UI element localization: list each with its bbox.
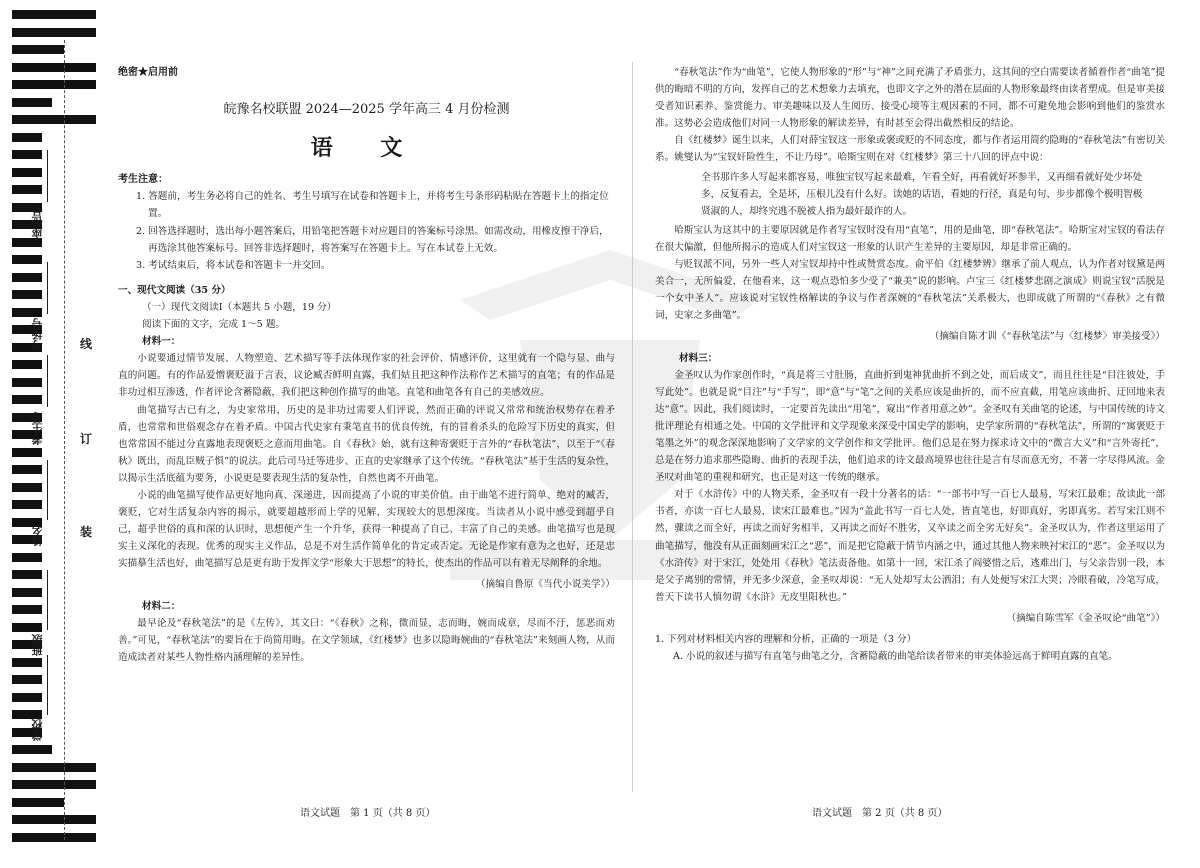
binding-stripe: [12, 465, 42, 474]
binding-stripe: [12, 500, 42, 509]
student-id-blank[interactable]: [47, 355, 48, 407]
binding-stripe: [12, 798, 64, 807]
subsection-title: （一）现代文阅读Ⅰ（本题共 5 小题，19 分）: [142, 301, 337, 313]
exam-room-label: 考场号: [31, 318, 44, 351]
material-one-label: 材料一：: [142, 336, 181, 348]
section-title: 一、现代文阅读（35 分）: [118, 284, 231, 296]
page-1-footer: 语文试题 第 1 页（共 8 页）: [300, 808, 436, 819]
binding-stripe: [12, 815, 96, 824]
binding-stripe: [12, 780, 96, 789]
binding-stripe: [12, 693, 42, 702]
binding-stripe: [12, 308, 42, 317]
material-three-label: 材料三：: [679, 352, 718, 364]
binding-strip: [0, 0, 108, 868]
paragraph: 对于《水浒传》中的人物关系，金圣叹有一段十分著名的话：“一部书中写一百七人最易，写宋江最难；故读此一部书者，亦读一百七人最易，读宋江最难也。”因为“盖此书写一百七人处，皆直笔也，好即真好，劣即真劣。若写宋江则不然，骤读之而全好，再读之而好劣相半，又再读之而好不胜劣，又卒读之而全劣无好矣”。金圣叹认为，作者这里运用了曲笔描写，他没有从正面刻画宋江之“恶”，而是把它隐蔽于情节内涵之中，通过其他人物来映衬宋江的“恶”。金圣叹以为《水浒传》对于宋江，处处用《春秋》笔法责备他。如第十一回，宋江杀了阎婆惜之后，逃难出门，与父亲告别一段，本是父子离别的常情，并无多少深意，金圣叹却说：“无人处却写太公洒泪；有人处便写宋江大哭；冷眼看破，冷笔写成，普天下读书人慎勿谓《水浒》无皮里阳秋也。”: [655, 489, 1165, 603]
reading-instruction: 阅读下面的文字，完成 1～5 题。: [142, 319, 286, 331]
paragraph: 小说的曲笔描写使作品更好地向真、深递进，因而提高了小说的审美价值。由于曲笔不进行简单、绝对的臧否，褒贬，它对生活复杂内容的揭示，就要超越形而上学的见解，实现较大的思想深度。当读者从小说中感受到超乎自己，超乎世俗的真和深的认识时，思想便产生一个升华，获得一种提高了自己、丰富了自己的美感。曲笔描写也是现实主义深化的表现。优秀的现实主义作品，总是不对生活作简单化的肯定或否定。无论是作家有意为之也好，还是忠实描摹生活也好，曲笔描写总是更有助于发挥文学“形象大于思想”的特长，使杰出的作品可以有着无尽阐释的余地。: [118, 489, 615, 570]
seal-char-line: 线: [80, 337, 93, 351]
binding-stripe: [12, 588, 42, 597]
confidential-mark: 绝密★启用前: [118, 67, 178, 78]
seat-number-blank[interactable]: [47, 150, 48, 202]
binding-stripe: [12, 360, 42, 369]
binding-stripe: [12, 623, 42, 632]
binding-stripe: [12, 80, 96, 89]
paragraph: 自《红楼梦》诞生以来，人们对薛宝钗这一形象或褒或贬的不同态度，都与作者运用简约隐晦的“春秋笔法”有密切关系。姚燮认为“宝钗奸险性生，不让乃母”。哈斯宝则在对《红楼梦》第三十八回的评点中说：: [655, 135, 1165, 164]
binding-dashed-line: [64, 40, 65, 840]
notice-item: 2. 回答选择题时，选出每小题答案后，用铅笔把答题卡对应题目的答案标号涂黑。如需改动，用橡皮擦干净后，再选涂其他答案标号。回答非选择题时，将答案写在答题卡上。写在本试卷上无效。: [136, 225, 609, 254]
paragraph: 与贬钗派不同，另外一些人对宝钗却持中性或赞赏态度。俞平伯《红楼梦辨》继承了前人观点，认为作者对钗黛是两美合一，无所偏爱，在他看来，这一观点恐怕多少受了“兼美”说的影响。卢宝三《红楼梦悲剧之演成》则说宝钗“活脱是一个女中圣人”。应该说对宝钗性格解读的争议与作者深婉的“春秋笔法”关系极大，也即成就了所谓的“《春秋》之有微词，史家之多曲笔”。: [655, 259, 1165, 322]
binding-stripe: [12, 448, 42, 457]
binding-stripe: [12, 570, 42, 579]
binding-stripe: [12, 63, 96, 72]
binding-stripe: [12, 763, 96, 772]
binding-stripe: [12, 273, 42, 282]
binding-stripe: [12, 133, 42, 142]
binding-stripe: [12, 378, 42, 387]
page-2: [655, 64, 1165, 665]
seal-char-pack: 装: [80, 525, 93, 539]
binding-stripe: [12, 675, 42, 684]
class-label: 班级: [31, 634, 44, 656]
binding-stripe: [12, 185, 42, 194]
binding-stripe: [12, 168, 42, 177]
question-1: 1. 下列对材料相关内容的理解和分析，正确的一项是（3 分）: [655, 634, 917, 645]
name-blank[interactable]: [47, 460, 48, 520]
binding-stripe: [12, 238, 42, 247]
binding-stripe: [12, 395, 42, 404]
page-1: [118, 60, 615, 666]
paragraph: 小说要通过情节发展、人物塑造、艺术描写等手法体现作家的社会评价、情感评价，这里就有一个隐与显、曲与直的问题。有的作品爱憎褒贬溢于言表，议论臧否鲜明直露，我们姑且把这种作法称作艺术描写的直笔；有的作品是非功过相互渗透，作者评论含蓄隐蔽，我们把这种创作描写的曲笔。直笔和曲笔各有自己的美感效应。: [118, 353, 615, 399]
binding-stripe: [12, 45, 64, 54]
binding-stripe: [12, 483, 42, 492]
binding-stripe: [12, 658, 42, 667]
column-divider: [632, 62, 633, 792]
question-1-option-a: A. 小说的叙述与描写有直笔与曲笔之分，含蓄隐蔽的曲笔给读者带来的审美体验远高于鲜明直露的直笔。: [673, 651, 1118, 663]
exam-title: 皖豫名校联盟 2024—2025 学年高三 4 月份检测: [223, 102, 510, 118]
binding-stripe: [12, 605, 42, 614]
exam-room-blank[interactable]: [47, 262, 48, 314]
binding-stripe: [12, 28, 96, 37]
binding-stripe: [12, 745, 52, 754]
paragraph: 曲笔描写古已有之，为史家常用，历史的是非功过需要人们评说，然而正确的评说又常常和统治权势存在着矛盾，也常常和世俗观念存在着矛盾。中国古代史家有秉笔直书的优良传统，有的冒着杀头的危险写下历史的真实，但也常常因不能过分直露地表现褒贬之意而用曲笔。自《春秋》始，就有这种寄褒贬于言外的“春秋笔法”，以至于“《春秋》既出，而乱臣贼子惧”的说法。此后司马迁等进步、正直的史家继承了这个传统。“春秋笔法”基于生活的复杂性，以揭示生活底蕴为要务，小说更是要表现生活的复杂性，自然也离不开曲笔。: [118, 404, 615, 484]
subject-title: 语 文: [310, 135, 423, 162]
binding-stripe: [12, 553, 42, 562]
paragraph: 最早论及“春秋笔法”的是《左传》，其文曰：“《春秋》之称，微而显，志而晦，婉而成章，尽而不汙，惩恶而劝善。”可见，“春秋笔法”的要旨在于尚简用晦。在文学领域，《红楼梦》也多以隐晦婉曲的“春秋笔法”来刻画人物，从而造成读者对某些人物性格内涵理解的差异性。: [118, 617, 615, 663]
notice-heading: 考生注意：: [118, 174, 168, 186]
seat-number-label: 座位号: [31, 205, 44, 238]
binding-stripe: [12, 150, 42, 159]
school-label: 学校: [31, 719, 44, 741]
seal-char-bind: 订: [80, 432, 93, 446]
notice-item: 1. 答题前，考生务必将自己的姓名、考生号填写在试卷和答题卡上，并将考生号条形码粘贴在答题卡上的指定位置。: [136, 191, 609, 220]
binding-stripe: [12, 255, 42, 264]
name-label: 姓名: [31, 524, 44, 546]
binding-stripe: [12, 710, 42, 719]
binding-stripe: [12, 833, 96, 842]
notice-item: 3. 考试结束后，将本试卷和答题卡一并交回。: [136, 259, 331, 271]
class-blank[interactable]: [47, 570, 48, 630]
paragraph: “春秋笔法”作为“曲笔”，它使人物形象的“形”与“神”之间充满了矛盾张力，这其间的空白需要读者循着作者“曲笔”提供的晦暗不明的方向，发挥自己的艺术想象力去填充，也即文字之外的潜在层面的人物形象最终由读者塑成。但是审美接受者知识素养、鉴赏能力、审美趣味以及人生阅历、接受心境等主观因素的不同，都不可避免地会影响到他们的鉴赏水准。这势必会造成他们对同一人物形象的解读差异，有时甚至会得出截然相反的结论。: [655, 67, 1165, 130]
page-2-footer: 语文试题 第 2 页（共 8 页）: [812, 808, 948, 819]
paragraph: 哈斯宝认为这其中的主要原因就是作者写宝钗时没有用“直笔”，用的是曲笔，即“春秋笔法”。哈斯宝对宝钗的看法存在很大偏激，但他所揭示的造成人们对宝钗这一形象的认识产生差异的主要原因，却是非常正确的。: [655, 224, 1165, 253]
source-citation: （摘编自鲁原《当代小说美学》）: [475, 579, 615, 591]
binding-stripe: [12, 290, 42, 299]
school-blank[interactable]: [47, 655, 48, 715]
source-citation: （摘编自陈才训《“春秋笔法”与〈红楼梦〉审美接受》）: [929, 331, 1165, 343]
binding-stripe: [12, 10, 96, 19]
material-two-label: 材料二：: [142, 600, 181, 612]
binding-stripe: [12, 115, 96, 124]
source-citation: （摘编自陈雪军《金圣叹论“曲笔”》）: [1006, 612, 1165, 624]
paragraph: 金圣叹认为作家创作时，“真是将三寸肚肠，直曲折到鬼神犹曲折不到之处，而后成文”，而且往往是“目注彼处，手写此处”。也就是说“目注”与“手写”，即“意”与“笔”之间的关系应该是曲折的，而不应直截，用笔应该曲折、迂回地来表达“意”。因此，我们阅读时，一定要首先读出“用笔”，窥出“作者用意之妙”。金圣叹有关曲笔的论述，与中国传统的诗文批评理论有相通之处。中国的文学批评和文学现象来深受中国史学的影响，史学家所谓的“春秋笔法”，所谓的“寓褒贬于笔墨之外”的观念深深地影响了文学家的文学创作和文学批评。他们总是在努力探求诗文中的“微言大义”和“言外寄托”，总是在努力追求那些隐晦、曲折的表现手法，他们追求的诗文最高境界也往往是言有尽而意无穷，不著一字尽得风流。金圣叹对曲笔的重视和研究，也正是对这一传统的继承。: [655, 369, 1165, 484]
student-id-label: 考生号: [31, 412, 44, 445]
binding-stripe: [12, 98, 52, 107]
block-quote: 全书那许多人写起来都容易，唯独宝钗写起来最难，乍看全好，再看就好坏参半，又再细看就好处少坏处多，反复看去，全是坏，压根儿没有什么好。读她的话语，看她的行径，真是句句、步步都像个极明智极贤淑的人，却终究逃不脱被人指为最奸最诈的人。: [701, 171, 1143, 217]
